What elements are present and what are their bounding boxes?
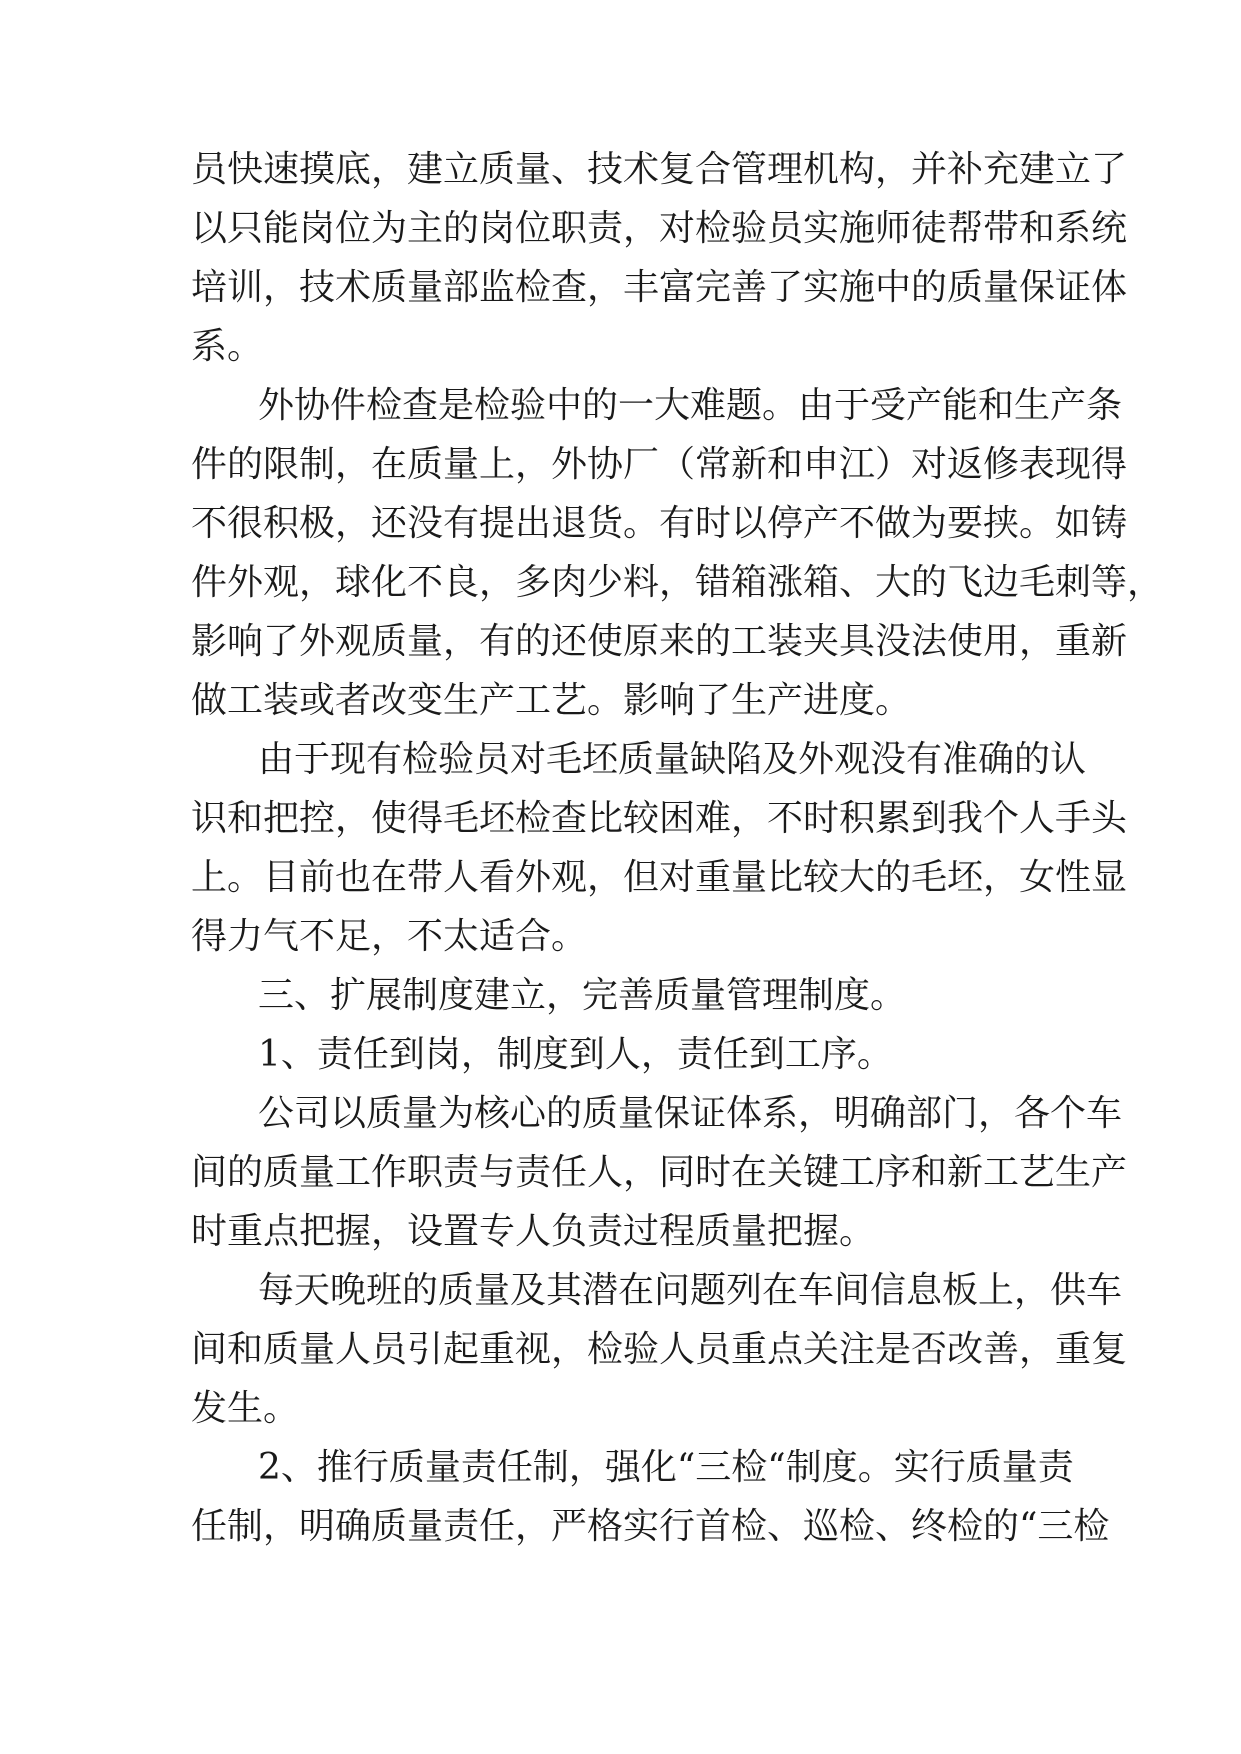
- text-line: 由于现有检验员对毛坯质量缺陷及外观没有准确的认: [258, 739, 1087, 780]
- text-line: 公司以质量为核心的质量保证体系，明确部门，各个车: [258, 1093, 1123, 1134]
- text-line: 不很积极，还没有提出退货。有时以停产不做为要挟。如铸: [191, 503, 1128, 544]
- subsection-heading: 1、责任到岗，制度到人，责任到工序。: [258, 1034, 893, 1075]
- text-line: 2、推行质量责任制，强化“三检“制度。实行质量责: [258, 1447, 1074, 1488]
- text-line: 得力气不足，不太适合。: [191, 916, 588, 957]
- text-line: 以只能岗位为主的岗位职责，对检验员实施师徒帮带和系统: [191, 208, 1128, 249]
- text-line: 间和质量人员引起重视，检验人员重点关注是否改善，重复: [191, 1329, 1128, 1370]
- text-line: 做工装或者改变生产工艺。影响了生产进度。: [191, 680, 912, 721]
- text-line: 件外观，球化不良，多肉少料，错箱涨箱、大的飞边毛刺等，: [191, 562, 1164, 603]
- text-line: 间的质量工作职责与责任人，同时在关键工序和新工艺生产: [191, 1152, 1128, 1193]
- text-line: 每天晚班的质量及其潜在问题列在车间信息板上，供车: [258, 1270, 1123, 1311]
- text-line: 系。: [191, 326, 264, 367]
- text-line: 员快速摸底，建立质量、技术复合管理机构，并补充建立了: [191, 149, 1128, 190]
- text-line: 影响了外观质量，有的还使原来的工装夹具没法使用，重新: [191, 621, 1128, 662]
- text-line: 外协件检查是检验中的一大难题。由于受产能和生产条: [258, 385, 1123, 426]
- text-line: 识和把控，使得毛坯检查比较困难，不时积累到我个人手头: [191, 798, 1128, 839]
- section-heading: 三、扩展制度建立，完善质量管理制度。: [258, 975, 907, 1016]
- text-line: 任制，明确质量责任，严格实行首检、巡检、终检的“三检: [191, 1506, 1110, 1547]
- text-line: 件的限制，在质量上，外协厂（常新和申江）对返修表现得: [191, 444, 1128, 485]
- text-line: 上。目前也在带人看外观，但对重量比较大的毛坯，女性显: [191, 857, 1128, 898]
- text-line: 培训，技术质量部监检查，丰富完善了实施中的质量保证体: [191, 267, 1128, 308]
- text-line: 时重点把握，设置专人负责过程质量把握。: [191, 1211, 876, 1252]
- text-line: 发生。: [191, 1388, 300, 1429]
